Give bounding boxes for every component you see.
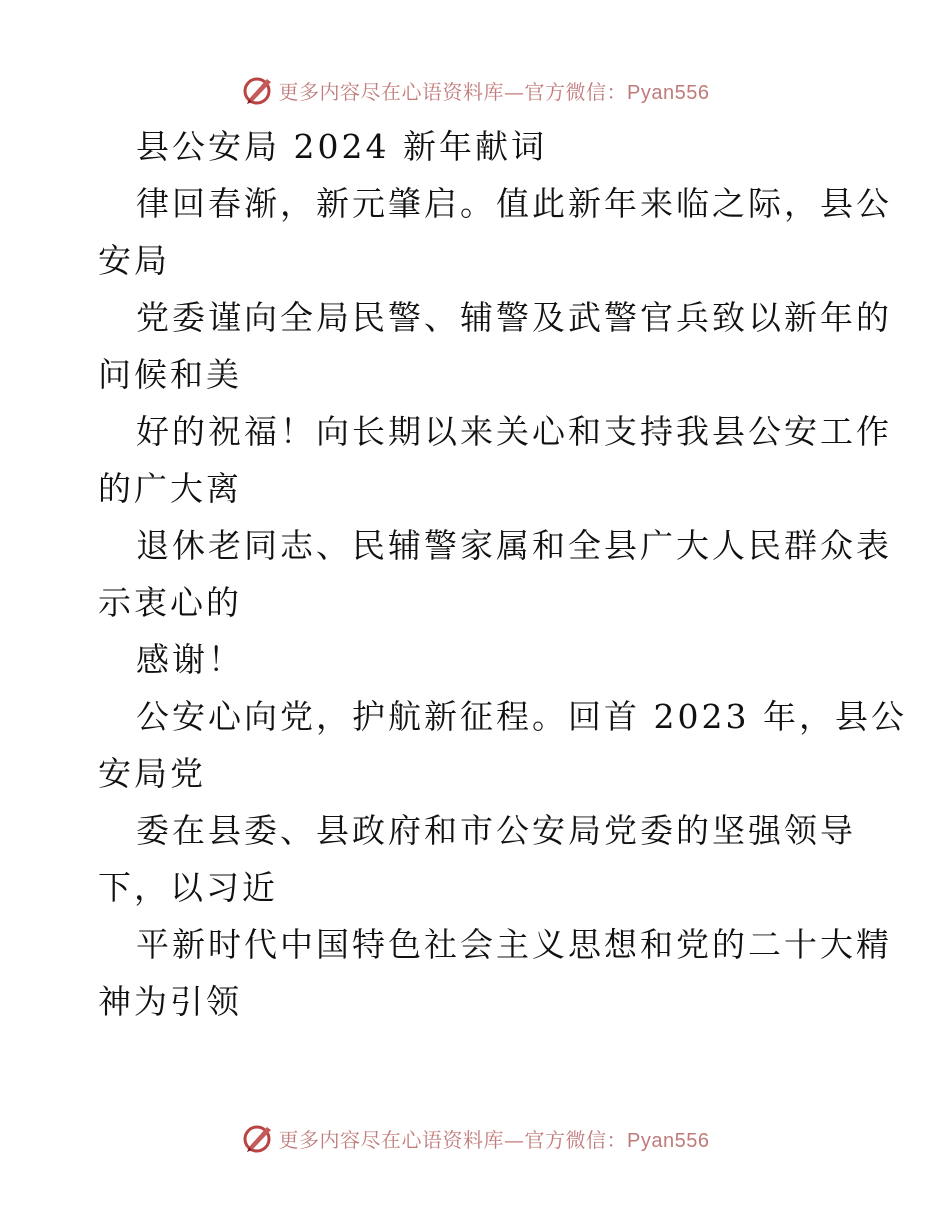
- paragraph-line: 神为引领: [98, 982, 242, 1021]
- paragraph-line: 好的祝福！向长期以来关心和支持我县公安工作: [136, 412, 892, 451]
- paragraph-line: 的广大离: [98, 469, 242, 508]
- pen-logo-icon: [241, 73, 275, 107]
- footer-watermark: [0, 1118, 950, 1158]
- paragraph-line: 公安心向党，护航新征程。回首 2023 年，县公: [136, 697, 907, 736]
- paragraph-line: 问候和美: [98, 355, 242, 394]
- paragraph-line: 退休老同志、民辅警家属和全县广大人民群众表: [136, 526, 892, 565]
- header-watermark: [0, 70, 950, 110]
- paragraph-line: 下，以习近: [98, 868, 278, 907]
- paragraph-line: 委在县委、县政府和市公安局党委的坚强领导: [136, 811, 856, 850]
- paragraph-line: 安局党: [98, 754, 206, 793]
- document-title: 县公安局 2024 新年献词: [136, 127, 547, 166]
- paragraph-line: 党委谨向全局民警、辅警及武警官兵致以新年的: [136, 298, 892, 337]
- watermark-text: 更多内容尽在心语资料库—官方微信：Pyan556: [278, 79, 710, 104]
- paragraph-line: 平新时代中国特色社会主义思想和党的二十大精: [136, 925, 892, 964]
- watermark-text: 更多内容尽在心语资料库—官方微信：Pyan556: [278, 1127, 710, 1152]
- pen-logo-icon: [241, 1121, 275, 1155]
- paragraph-line: 安局: [98, 241, 170, 280]
- paragraph-line: 示衷心的: [98, 583, 242, 622]
- paragraph-line: 律回春渐，新元肇启。值此新年来临之际，县公: [136, 184, 892, 223]
- paragraph-line: 感谢！: [136, 640, 244, 679]
- document-body: [98, 118, 907, 1030]
